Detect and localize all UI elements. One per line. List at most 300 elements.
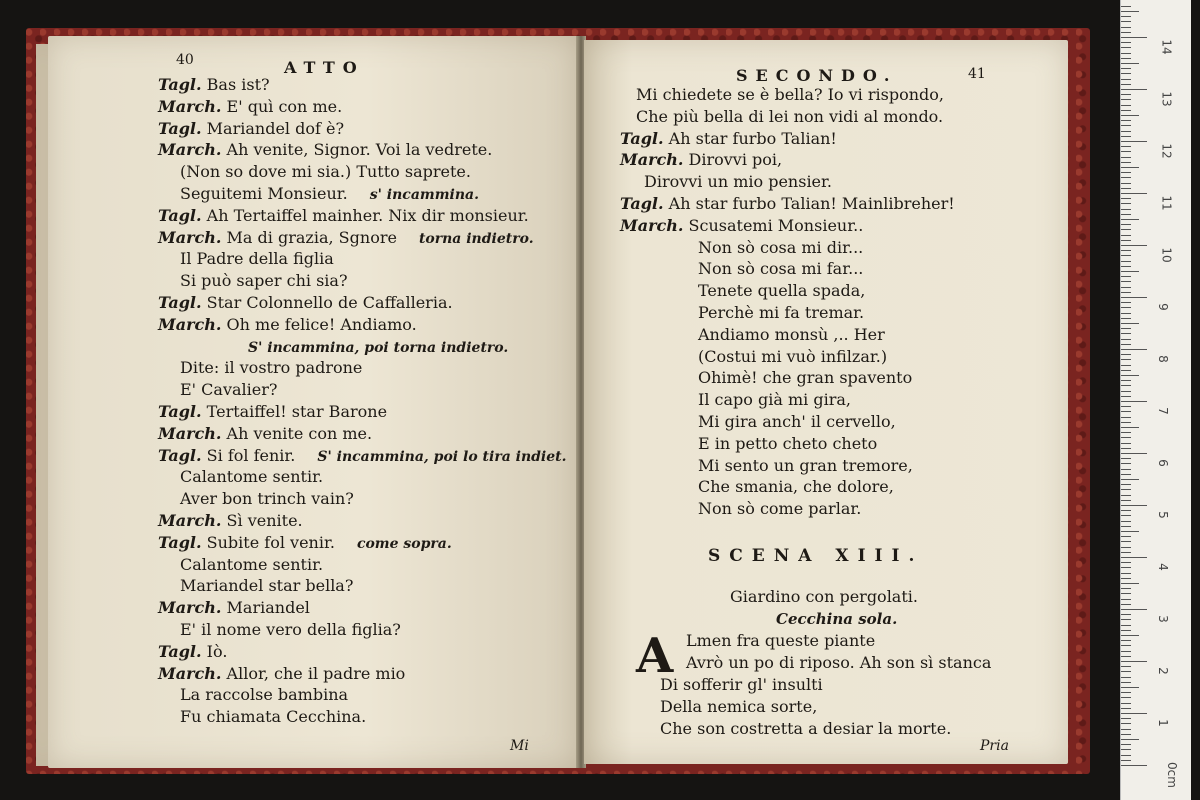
dialogue-line [158, 120, 344, 138]
ruler-tick [1121, 427, 1139, 428]
ruler-label: 9 [1155, 303, 1170, 311]
line-text: Calantome sentir. [180, 467, 324, 487]
ruler-tick [1121, 474, 1131, 475]
line-text: La raccolse bambina [180, 685, 349, 705]
dialogue-line [180, 577, 353, 595]
ruler-tick [1121, 739, 1139, 740]
speaker-label: March. [158, 96, 222, 116]
dialogue-line [158, 294, 453, 312]
dialogue-line [158, 98, 342, 116]
dialogue-line [636, 86, 944, 104]
speaker-label: March. [158, 227, 222, 247]
aria-line: Che son costretta a desiar la morte. [660, 719, 952, 738]
aria-line: Della nemica sorte, [660, 697, 818, 716]
dialogue-line [698, 369, 912, 387]
ruler-tick [1121, 697, 1131, 698]
ruler-tick [1121, 604, 1131, 605]
ruler-tick [1121, 541, 1131, 542]
ruler-tick [1121, 453, 1147, 454]
ruler-tick [1121, 365, 1131, 366]
aria-line: Lmen fra queste piante [686, 631, 876, 650]
ruler-tick [1121, 297, 1147, 298]
line-text: Dite: il vostro padrone [180, 358, 363, 378]
ruler-label: 2 [1155, 667, 1170, 675]
ruler-tick [1121, 744, 1131, 745]
ruler-tick [1121, 500, 1131, 501]
dialogue-line [180, 272, 348, 290]
ruler-tick [1121, 261, 1131, 262]
line-text: E in petto cheto cheto [698, 433, 878, 453]
ruler-tick [1121, 469, 1131, 470]
ruler-label: 5 [1155, 511, 1170, 519]
dialogue-line [620, 195, 955, 213]
ruler-tick [1121, 583, 1139, 584]
ruler-tick [1121, 84, 1131, 85]
line-text: Tertaiffel! star Barone [201, 402, 388, 421]
line-text: Che più bella di lei non vidi al mondo. [636, 106, 944, 126]
dialogue-line [180, 250, 334, 268]
dialogue-line [158, 425, 372, 443]
ruler-tick [1121, 79, 1131, 80]
ruler-tick [1121, 479, 1139, 480]
ruler-tick [1121, 224, 1131, 225]
ruler-tick [1121, 287, 1131, 288]
dialogue-line [180, 556, 323, 574]
speaker-label: March. [158, 314, 222, 334]
ruler-tick [1121, 266, 1131, 267]
dialogue-line [180, 185, 479, 204]
ruler-tick [1121, 370, 1131, 371]
dialogue-line [698, 500, 861, 518]
ruler-tick [1121, 58, 1131, 59]
dialogue-line [698, 457, 913, 475]
ruler-tick [1121, 666, 1131, 667]
ruler-tick [1121, 432, 1131, 433]
ruler-tick [1121, 567, 1131, 568]
ruler-tick [1121, 73, 1131, 74]
ruler-tick [1121, 713, 1147, 714]
ruler-tick [1121, 125, 1131, 126]
dialogue-line [180, 621, 401, 639]
speaker-label: Tagl. [620, 128, 664, 148]
line-text: Scusatemi Monsieur.. [683, 215, 864, 235]
line-text: Seguitemi Monsieur. [180, 184, 348, 203]
ruler-tick [1121, 437, 1131, 438]
ruler-tick [1121, 635, 1139, 636]
ruler-tick [1121, 380, 1131, 381]
dialogue-line [644, 173, 832, 191]
line-text: Mariandel [221, 598, 310, 618]
page-number: 40 [176, 52, 194, 68]
dialogue-line [698, 326, 885, 344]
ruler-tick [1121, 651, 1131, 652]
line-text: Il capo già mi gira, [698, 390, 851, 410]
line-text: E' quì con me. [221, 96, 343, 116]
ruler-label: 11 [1159, 195, 1174, 211]
line-text: Si fol fenir. [201, 445, 296, 465]
ruler-tick [1121, 198, 1131, 199]
ruler-tick [1121, 448, 1131, 449]
dialogue-line [158, 316, 417, 334]
ruler-tick [1121, 385, 1131, 386]
ruler-tick [1121, 99, 1131, 100]
speaker-label: March. [620, 150, 684, 170]
speaker-label: March. [158, 140, 222, 160]
line-text: Ah Tertaiffel mainher. Nix dir monsieur. [201, 205, 529, 225]
ruler-tick [1121, 271, 1139, 272]
page-number: 41 [968, 66, 986, 82]
dialogue-line [180, 708, 366, 726]
ruler-tick [1121, 463, 1131, 464]
ruler-label: 10 [1159, 247, 1174, 263]
ruler-tick [1121, 6, 1131, 7]
speaker-label: Tagl. [158, 532, 202, 552]
ruler-tick [1121, 89, 1147, 90]
line-text: Allor, che il padre mio [221, 663, 406, 683]
ruler-tick [1121, 63, 1139, 64]
ruler-tick [1121, 640, 1131, 641]
ruler-tick [1121, 755, 1131, 756]
ruler-label: 14 [1159, 39, 1174, 55]
ruler-tick [1121, 677, 1131, 678]
dialogue-line [180, 359, 362, 377]
ruler-tick [1121, 656, 1131, 657]
aria-line: Avrò un po di riposo. Ah son sì stanca [686, 653, 992, 672]
ruler-tick [1121, 484, 1131, 485]
ruler-tick [1121, 718, 1131, 719]
ruler-tick [1121, 141, 1147, 142]
dialogue-line [158, 512, 303, 530]
ruler-tick [1121, 630, 1131, 631]
line-text: Dirovvi poi, [683, 150, 783, 170]
ruler-tick [1121, 240, 1131, 241]
speaker-label: March. [620, 215, 684, 235]
ruler-tick [1121, 37, 1147, 38]
dialogue-line [158, 599, 310, 617]
speaker-label: Tagl. [620, 194, 664, 213]
dialogue-line [180, 490, 354, 508]
ruler-label: 1 [1155, 719, 1170, 727]
dialogue-line [180, 381, 277, 399]
stage-direction: s' incammina. [369, 187, 479, 203]
line-text: Mariandel dof è? [201, 118, 345, 138]
ruler-tick [1121, 151, 1131, 152]
ruler-tick [1121, 536, 1131, 537]
line-text: Si può saper chi sia? [180, 271, 348, 291]
ruler-tick [1121, 411, 1131, 412]
ruler-label: 8 [1155, 355, 1170, 363]
dialogue-line [158, 447, 567, 466]
ruler-tick [1121, 396, 1131, 397]
line-text: Mi chiedete se è bella? Io vi rispondo, [636, 85, 944, 104]
line-text: Mariandel star bella? [180, 576, 354, 596]
ruler-tick [1121, 354, 1131, 355]
ruler-tick [1121, 344, 1131, 345]
ruler-tick [1121, 162, 1131, 163]
ruler-tick [1121, 131, 1131, 132]
ruler-tick [1121, 734, 1131, 735]
ruler-tick [1121, 552, 1131, 553]
scene-setting: Giardino con pergolati. [730, 587, 918, 606]
scene-title: SCENA XIII. [708, 546, 924, 566]
ruler-tick [1121, 219, 1139, 220]
ruler-tick [1121, 209, 1131, 210]
speaker-label: Tagl. [158, 205, 202, 225]
ruler-tick [1121, 94, 1131, 95]
dialogue-line [158, 403, 387, 421]
ruler-tick [1121, 703, 1131, 704]
line-text: Fu chiamata Cecchina. [180, 707, 367, 727]
stage-direction: S' incammina, poi torna indietro. [248, 339, 509, 356]
ruler-tick [1121, 281, 1131, 282]
dialogue-line [158, 76, 270, 94]
speaker-label: March. [158, 598, 222, 618]
ruler-label: 4 [1155, 563, 1170, 571]
dialogue-line [158, 141, 492, 159]
speaker-label: March. [158, 663, 222, 683]
ruler-tick [1121, 609, 1147, 610]
ruler-tick [1121, 115, 1139, 116]
ruler-tick [1121, 573, 1131, 574]
line-text: Andiamo monsù ,.. Her [698, 324, 885, 344]
line-text: Ah star furbo Talian! Mainlibreher! [663, 194, 955, 213]
ruler-tick [1121, 692, 1131, 693]
ruler-tick [1121, 349, 1147, 350]
ruler-tick [1121, 172, 1131, 173]
dialogue-line [620, 130, 837, 148]
speaker-label: Tagl. [158, 445, 202, 465]
ruler-tick [1121, 547, 1131, 548]
dialogue-line [180, 163, 471, 181]
line-text: Perchè mi fa tremar. [698, 303, 865, 322]
ruler-tick [1121, 307, 1131, 308]
ruler-tick [1121, 313, 1131, 314]
ruler-tick [1121, 417, 1131, 418]
ruler-tick [1121, 515, 1131, 516]
dialogue-line [636, 108, 943, 126]
dialogue-line [158, 207, 529, 225]
ruler-tick [1121, 708, 1131, 709]
ruler-tick [1121, 203, 1131, 204]
ruler-tick [1121, 661, 1147, 662]
ruler-label: 7 [1155, 407, 1170, 415]
dialogue-line [698, 478, 894, 496]
ruler-tick [1121, 11, 1139, 12]
ruler-tick [1121, 188, 1131, 189]
ruler-tick [1121, 422, 1131, 423]
ruler-tick [1121, 599, 1131, 600]
ruler-tick [1121, 214, 1131, 215]
ruler-tick [1121, 339, 1131, 340]
line-text: Sì venite. [221, 511, 303, 530]
dialogue-line [698, 348, 887, 366]
measurement-ruler [1120, 0, 1191, 800]
ruler-tick [1121, 110, 1131, 111]
line-text: (Non so dove mi sia.) Tutto saprete. [180, 162, 471, 182]
ruler-tick [1121, 68, 1131, 69]
ruler-tick [1121, 557, 1147, 558]
ruler-tick [1121, 42, 1131, 43]
ruler-tick [1121, 588, 1131, 589]
ruler-tick [1121, 495, 1131, 496]
ruler-tick [1121, 505, 1147, 506]
speaker-label: March. [158, 511, 222, 530]
ruler-tick [1121, 27, 1131, 28]
ruler-tick [1121, 235, 1131, 236]
running-head: SECONDO. [736, 66, 898, 85]
ruler-tick [1121, 391, 1131, 392]
stage-direction: come sopra. [356, 535, 452, 552]
dialogue-line [158, 338, 508, 357]
ruler-label: 6 [1155, 459, 1170, 467]
speaker-label: March. [158, 423, 222, 443]
speaker-label: Tagl. [158, 293, 202, 312]
ruler-tick [1121, 682, 1131, 683]
drop-cap: A [636, 628, 674, 684]
ruler-tick [1121, 146, 1131, 147]
ruler-tick [1121, 183, 1131, 184]
ruler-label: 13 [1159, 91, 1174, 107]
stage-direction: S' incammina, poi lo tira indiet. [317, 448, 567, 465]
line-text: Non sò cosa mi dir... [698, 237, 864, 257]
ruler-tick [1121, 723, 1131, 724]
ruler-label: 3 [1155, 615, 1170, 623]
speaker-label: Tagl. [158, 118, 202, 138]
dialogue-line [698, 304, 864, 322]
ruler-tick [1121, 749, 1131, 750]
line-text: Ma di grazia, Sgnore [221, 227, 397, 247]
ruler-tick [1121, 136, 1131, 137]
ruler-tick [1121, 671, 1131, 672]
ruler-tick [1121, 255, 1131, 256]
dialogue-line [698, 282, 865, 300]
catchword: Pria [980, 738, 1009, 754]
ruler-tick [1121, 359, 1131, 360]
dialogue-line [158, 534, 452, 553]
line-text: Che smania, che dolore, [698, 477, 894, 497]
ruler-label: 12 [1159, 143, 1174, 159]
ruler-tick [1121, 593, 1131, 594]
running-head: ATTO [284, 58, 365, 77]
speaker-label: Tagl. [158, 402, 202, 421]
line-text: E' il nome vero della figlia? [180, 620, 401, 639]
line-text: Iò. [201, 641, 228, 661]
dialogue-line [698, 391, 851, 409]
ruler-tick [1121, 53, 1131, 54]
ruler-label: 0cm [1164, 762, 1179, 788]
ruler-tick [1121, 521, 1131, 522]
ruler-tick [1121, 562, 1131, 563]
ruler-tick [1121, 229, 1131, 230]
ruler-tick [1121, 531, 1139, 532]
ruler-tick [1121, 302, 1131, 303]
ruler-tick [1121, 729, 1131, 730]
ruler-tick [1121, 250, 1131, 251]
line-text: Aver bon trinch vain? [180, 489, 354, 509]
dialogue-line [620, 151, 782, 169]
dialogue-line [698, 435, 877, 453]
line-text: Mi gira anch' il cervello, [698, 412, 896, 431]
line-text: Ah venite con me. [221, 423, 373, 443]
ruler-tick [1121, 333, 1131, 334]
ruler-tick [1121, 578, 1131, 579]
ruler-tick [1121, 245, 1147, 246]
line-text: Bas ist? [201, 75, 270, 94]
speaker-label: Tagl. [158, 641, 202, 661]
ruler-tick [1121, 526, 1131, 527]
line-text: Il Padre della figlia [180, 249, 334, 269]
line-text: (Costui mi vuò infilzar.) [698, 346, 888, 366]
ruler-tick [1121, 510, 1131, 511]
ruler-tick [1121, 406, 1131, 407]
aria-line: Di sofferir gl' insulti [660, 675, 823, 694]
ruler-tick [1121, 105, 1131, 106]
ruler-tick [1121, 276, 1131, 277]
ruler-tick [1121, 401, 1147, 402]
ruler-tick [1121, 32, 1131, 33]
ruler-tick [1121, 328, 1131, 329]
dialogue-line [698, 260, 863, 278]
line-text: Star Colonnello de Caffalleria. [201, 293, 453, 312]
ruler-tick [1121, 687, 1139, 688]
ruler-tick [1121, 760, 1131, 761]
ruler-tick [1121, 193, 1147, 194]
ruler-tick [1121, 318, 1131, 319]
ruler-tick [1121, 323, 1139, 324]
ruler-tick [1121, 16, 1131, 17]
ruler-tick [1121, 645, 1131, 646]
dialogue-line [180, 468, 323, 486]
dialogue-line [158, 665, 405, 683]
ruler-tick [1121, 375, 1139, 376]
dialogue-line [158, 229, 534, 248]
ruler-tick [1121, 167, 1139, 168]
ruler-tick [1121, 47, 1131, 48]
ruler-tick [1121, 292, 1131, 293]
ruler-tick [1121, 443, 1131, 444]
speaker-label: Tagl. [158, 75, 202, 94]
ruler-tick [1121, 458, 1131, 459]
dialogue-line [620, 217, 863, 235]
dialogue-line [180, 686, 348, 704]
ruler-tick [1121, 625, 1131, 626]
catchword: Mi [510, 738, 529, 754]
ruler-tick [1121, 765, 1147, 766]
line-text: Subite fol venir. [201, 532, 335, 552]
line-text: Ah venite, Signor. Voi la vedrete. [221, 140, 493, 160]
line-text: Ah star furbo Talian! [663, 128, 837, 148]
line-text: Mi sento un gran tremore, [698, 455, 913, 475]
ruler-tick [1121, 157, 1131, 158]
ruler-tick [1121, 614, 1131, 615]
stage-direction: torna indietro. [418, 230, 534, 247]
dialogue-line [698, 239, 863, 257]
ruler-tick [1121, 21, 1131, 22]
character-name: Cecchina sola. [776, 610, 898, 628]
line-text: Non sò cosa mi far... [698, 259, 864, 279]
line-text: Ohimè! che gran spavento [698, 368, 913, 388]
line-text: Tenete quella spada, [698, 281, 866, 301]
dialogue-line [698, 413, 896, 431]
ruler-tick [1121, 120, 1131, 121]
ruler-tick [1121, 619, 1131, 620]
ruler-tick [1121, 489, 1131, 490]
ruler-tick [1121, 177, 1131, 178]
dialogue-line [158, 643, 227, 661]
line-text: Calantome sentir. [180, 554, 324, 574]
line-text: Oh me felice! Andiamo. [221, 314, 417, 334]
line-text: Dirovvi un mio pensier. [644, 172, 832, 192]
